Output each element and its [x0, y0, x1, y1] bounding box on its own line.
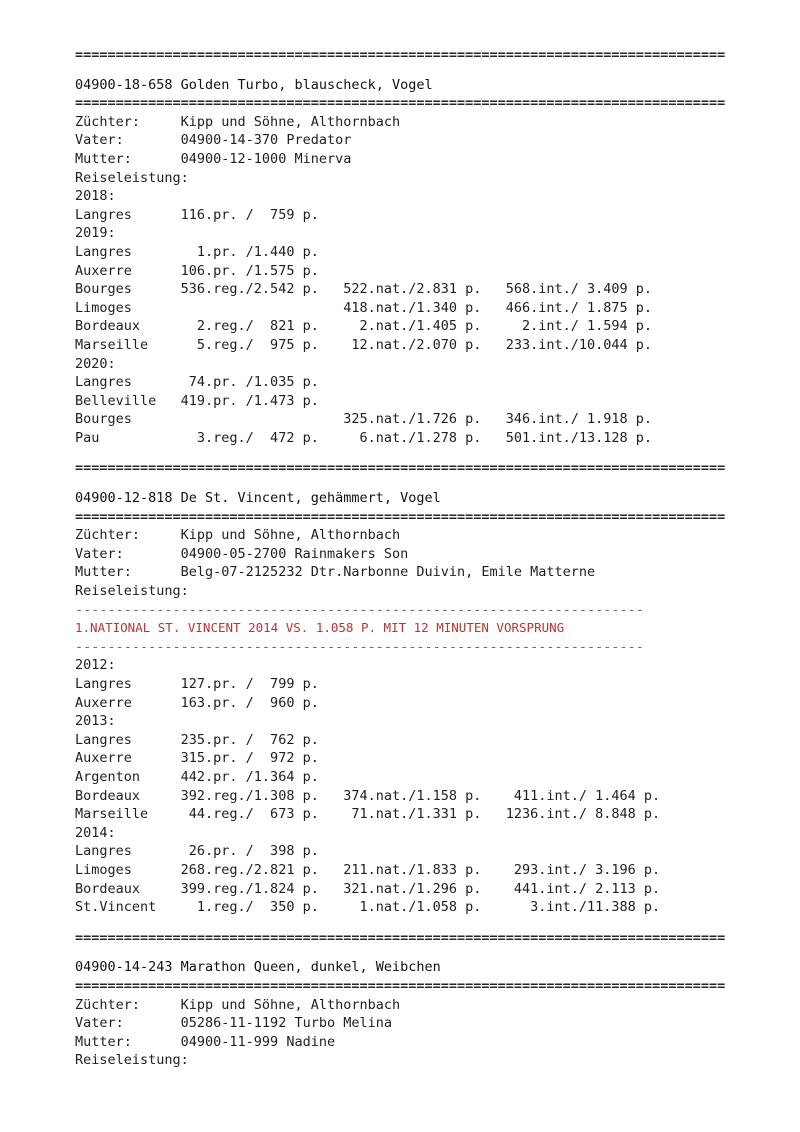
race-row: [75, 694, 800, 713]
race-national-result: 374.nat./1.158 p.: [343, 787, 482, 804]
race-row: [75, 787, 800, 806]
race-place: Auxerre: [75, 694, 132, 711]
separator-line: ================================================================================: [75, 47, 726, 63]
race-regional-result: 315.pr. / 972 p.: [180, 750, 319, 767]
race-row: [75, 187, 800, 206]
info-line: [75, 996, 800, 1015]
info-line: [75, 526, 800, 545]
section-title: 04900-18-658 Golden Turbo, blauscheck, Vogel: [75, 76, 433, 93]
separator-line: ================================================================================: [75, 460, 726, 477]
race-row: [75, 880, 800, 899]
race-row: [75, 299, 800, 318]
race-regional-result: 3.reg./ 472 p.: [180, 429, 319, 446]
info-value: Kipp und Söhne, Althornbach: [180, 113, 401, 130]
race-place: Langres: [75, 731, 132, 748]
race-row: [75, 805, 800, 824]
separator-line: ================================================================================: [75, 508, 726, 525]
race-regional-result: 1.pr. /1.440 p.: [180, 243, 319, 260]
info-label: Mutter:: [75, 564, 132, 581]
info-value: 04900-14-370 Predator: [180, 132, 352, 149]
race-international-result: 568.int./ 3.409 p.: [505, 281, 653, 298]
info-label: Reiseleistung:: [75, 1052, 189, 1069]
race-place: Bordeaux: [75, 880, 141, 897]
race-regional-result: 163.pr. / 960 p.: [180, 694, 319, 711]
race-place: 2013:: [75, 713, 116, 730]
race-row: [75, 731, 800, 750]
race-place: 2019:: [75, 225, 116, 242]
race-place: 2020:: [75, 355, 116, 372]
race-place: Langres: [75, 243, 132, 260]
race-international-result: 466.int./ 1.875 p.: [505, 299, 653, 316]
race-row: [75, 842, 800, 861]
race-place: 2014:: [75, 824, 116, 841]
pedigree-info: [75, 996, 800, 1070]
race-place: 2018:: [75, 188, 116, 205]
race-regional-result: 26.pr. / 398 p.: [180, 843, 319, 860]
info-value: 05286-11-1192 Turbo Melina: [180, 1015, 392, 1032]
separator-line: ================================================================================: [75, 929, 726, 946]
section-title: 04900-12-818 De St. Vincent, gehämmert, Vogel: [75, 490, 441, 507]
info-label: Vater:: [75, 1015, 124, 1032]
race-row: [75, 224, 800, 243]
race-row: [75, 206, 800, 225]
race-row: [75, 410, 800, 429]
race-regional-result: 235.pr. / 762 p.: [180, 731, 319, 748]
race-regional-result: 127.pr. / 799 p.: [180, 676, 319, 692]
race-place: Auxerre: [75, 750, 132, 767]
race-row: [75, 317, 800, 336]
race-row: [75, 768, 800, 787]
info-label: Reiseleistung:: [75, 583, 189, 600]
info-line: [75, 1033, 800, 1052]
race-regional-result: 399.reg./1.824 p.: [180, 880, 319, 897]
race-place: Limoges: [75, 299, 132, 316]
info-value: 04900-12-1000 Minerva: [180, 150, 352, 167]
race-regional-result: 2.reg./ 821 p.: [180, 318, 319, 335]
race-national-result: 522.nat./2.831 p.: [343, 281, 482, 298]
race-national-result: 2.nat./1.405 p.: [343, 318, 482, 335]
pigeon-section-04900-18-658: [75, 46, 800, 447]
race-row: [75, 749, 800, 768]
race-row: [75, 243, 800, 262]
race-row: [75, 656, 800, 675]
info-line: [75, 150, 800, 169]
race-place: Auxerre: [75, 262, 132, 279]
race-place: Bourges: [75, 281, 132, 298]
race-row: [75, 429, 800, 448]
race-regional-result: 116.pr. / 759 p.: [180, 206, 319, 223]
race-place: 2012:: [75, 657, 116, 674]
race-row: [75, 355, 800, 374]
info-label: Mutter:: [75, 150, 132, 167]
race-row: [75, 824, 800, 843]
race-national-result: 211.nat./1.833 p.: [343, 861, 482, 878]
race-national-result: 6.nat./1.278 p.: [343, 429, 482, 446]
race-place: Langres: [75, 206, 132, 223]
race-international-result: 501.int./13.128 p.: [505, 429, 653, 446]
race-regional-result: 442.pr. /1.364 p.: [180, 768, 319, 785]
info-label: Vater:: [75, 132, 124, 149]
race-regional-result: 419.pr. /1.473 p.: [180, 392, 319, 409]
race-international-result: 233.int./10.044 p.: [505, 336, 653, 353]
race-national-result: 71.nat./1.331 p.: [343, 806, 482, 823]
dashed-separator: ----------------------------------------------------------------------: [75, 638, 644, 655]
info-value: 04900-11-999 Nadine: [180, 1033, 336, 1050]
pigeon-section-04900-12-818: [75, 459, 800, 916]
race-place: Bourges: [75, 411, 132, 428]
info-line: [75, 169, 800, 188]
pedigree-info: [75, 113, 800, 187]
race-regional-result: 268.reg./2.821 p.: [180, 861, 319, 878]
info-label: Züchter:: [75, 996, 141, 1013]
race-regional-result: 74.pr. /1.035 p.: [180, 374, 319, 391]
race-regional-result: 5.reg./ 975 p.: [180, 336, 319, 353]
info-line: [75, 131, 800, 150]
race-place: Bordeaux: [75, 787, 141, 804]
race-place: Langres: [75, 676, 132, 692]
info-label: Züchter:: [75, 113, 141, 130]
race-regional-result: 106.pr. /1.575 p.: [180, 262, 319, 279]
race-international-result: 293.int./ 3.196 p.: [505, 861, 661, 878]
race-place: Pau: [75, 429, 100, 446]
race-place: St.Vincent: [75, 899, 157, 916]
race-national-result: 321.nat./1.296 p.: [343, 880, 482, 897]
race-place: Argenton: [75, 768, 141, 785]
race-regional-result: 1.reg./ 350 p.: [180, 899, 319, 916]
race-place: Marseille: [75, 336, 149, 353]
race-place: Bordeaux: [75, 318, 141, 335]
section-title: 04900-14-243 Marathon Queen, dunkel, Weibchen: [75, 959, 441, 976]
race-international-result: 411.int./ 1.464 p.: [505, 787, 661, 804]
race-row: [75, 898, 800, 917]
race-row: [75, 675, 800, 694]
race-row: [75, 262, 800, 281]
race-regional-result: 536.reg./2.542 p.: [180, 281, 319, 298]
race-place: Langres: [75, 374, 132, 391]
race-regional-result: 44.reg./ 673 p.: [180, 806, 319, 823]
info-line: [75, 1014, 800, 1033]
race-international-result: 2.int./ 1.594 p.: [505, 318, 653, 335]
race-place: Langres: [75, 843, 132, 860]
info-label: Mutter:: [75, 1033, 132, 1050]
race-national-result: 12.nat./2.070 p.: [343, 336, 482, 353]
race-results: [75, 656, 800, 916]
race-row: [75, 392, 800, 411]
info-line: [75, 113, 800, 132]
race-row: [75, 373, 800, 392]
race-row: [75, 280, 800, 299]
separator-line: ================================================================================: [75, 977, 726, 994]
info-label: Züchter:: [75, 527, 141, 544]
dashed-separator: ----------------------------------------------------------------------: [75, 601, 644, 618]
separator-line: ================================================================================: [75, 95, 726, 112]
race-place: Marseille: [75, 806, 149, 823]
race-national-result: 418.nat./1.340 p.: [343, 299, 482, 316]
info-line: [75, 1051, 800, 1070]
info-value: Belg-07-2125232 Dtr.Narbonne Duivin, Emile Matterne: [180, 564, 596, 581]
info-label: Reiseleistung:: [75, 169, 189, 186]
info-line: [75, 545, 800, 564]
race-place: Limoges: [75, 861, 132, 878]
race-international-result: 441.int./ 2.113 p.: [505, 880, 661, 897]
race-regional-result: 392.reg./1.308 p.: [180, 787, 319, 804]
info-line: [75, 582, 800, 601]
race-row: [75, 861, 800, 880]
pigeon-section-04900-14-243: [75, 929, 800, 1070]
info-line: [75, 563, 800, 582]
highlight-banner: 1.NATIONAL ST. VINCENT 2014 VS. 1.058 P. MIT 12 MINUTEN VORSPRUNG: [75, 620, 565, 636]
race-national-result: 325.nat./1.726 p.: [343, 411, 482, 428]
race-row: [75, 712, 800, 731]
race-international-result: 3.int./11.388 p.: [505, 899, 661, 916]
info-label: Vater:: [75, 545, 124, 562]
pedigree-info: [75, 526, 800, 600]
info-value: Kipp und Söhne, Althornbach: [180, 527, 401, 544]
race-international-result: 346.int./ 1.918 p.: [505, 411, 653, 428]
race-national-result: 1.nat./1.058 p.: [343, 899, 482, 916]
race-row: [75, 336, 800, 355]
race-place: Belleville: [75, 392, 157, 409]
info-value: 04900-05-2700 Rainmakers Son: [180, 545, 409, 562]
info-value: Kipp und Söhne, Althornbach: [180, 996, 401, 1013]
race-results: [75, 187, 800, 447]
race-international-result: 1236.int./ 8.848 p.: [505, 806, 661, 823]
